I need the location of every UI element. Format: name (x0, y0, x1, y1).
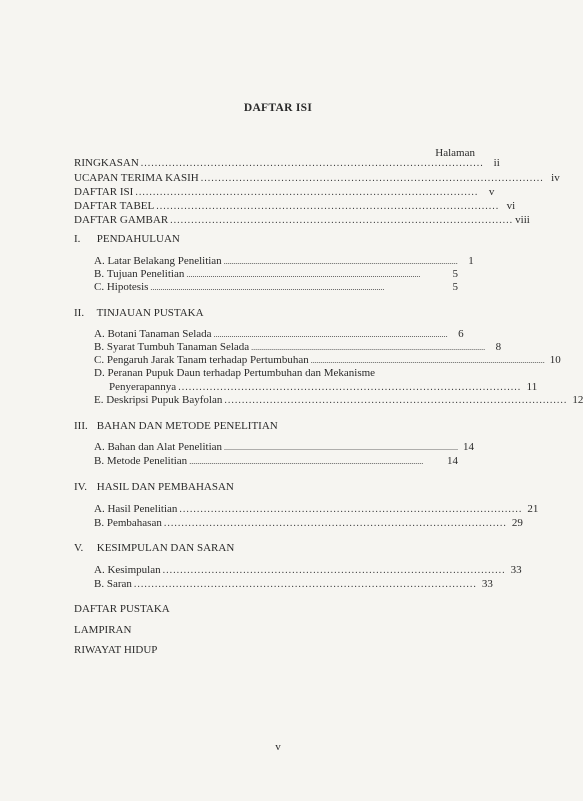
chapter-number: I. (74, 233, 81, 245)
subentry-letter: A. (94, 328, 105, 340)
subentry-letter: B. (94, 517, 105, 529)
subentry-text: Latar Belakang Penelitian (107, 255, 222, 267)
leader-dots: ..................................................................................................................... (189, 457, 424, 466)
leader-dots: .................................................................................................. (163, 518, 507, 529)
page-number: v (275, 741, 281, 753)
toc-page-number: 14 (447, 455, 458, 467)
halaman-header: Halaman (435, 147, 475, 159)
toc-page-number: 8 (495, 341, 502, 353)
subentry-text-continued: Penyerapannya (109, 381, 177, 393)
subentry-letter: A. (94, 441, 105, 453)
toc-page-number: 10 (549, 354, 561, 366)
toc-entry-daftar-gambar[interactable] (74, 213, 530, 228)
toc-page-number: 1 (468, 255, 474, 267)
subentry-text: Metode Penelitian (106, 455, 188, 467)
leader-dots: ..................................................................................................................... (251, 343, 486, 352)
leader-dots: .................................................................................................. (135, 187, 479, 198)
subentry-letter: E. (94, 394, 104, 406)
leader-dots: ..................................................................................................................... (223, 257, 458, 266)
toc-subentry[interactable] (94, 502, 539, 517)
toc-page-number: 33 (481, 578, 493, 590)
leader-dots: ..................................................................................................................... (310, 356, 545, 365)
leader-dots: ..................................................................................................................... (186, 270, 421, 279)
subentry-letter: A. (94, 255, 105, 267)
toc-subentry[interactable] (94, 563, 522, 578)
subentry-letter: C. (94, 281, 105, 293)
chapter-heading-3[interactable] (74, 420, 278, 432)
leader-dots: .................................................................................................. (140, 158, 484, 169)
leader-dots: ..................................................................................................................... (213, 330, 448, 339)
subentry-text: Syarat Tumbuh Tanaman Selada (106, 341, 250, 353)
leader-dots: .................................................................................................. (162, 565, 506, 576)
chapter-heading-4[interactable] (74, 481, 234, 493)
toc-entry-daftar-pustaka[interactable]: DAFTAR PUSTAKA (74, 603, 170, 615)
chapter-title: PENDAHULUAN (96, 233, 180, 245)
toc-entry-label: DAFTAR GAMBAR (74, 214, 169, 226)
leader-dots: ..................................................................................................................... (224, 443, 459, 452)
toc-entry-lampiran[interactable]: LAMPIRAN (74, 624, 132, 636)
chapter-title: HASIL DAN PEMBAHASAN (96, 481, 234, 493)
toc-page-number: viii (515, 214, 530, 226)
toc-entry-label: RINGKASAN (74, 157, 139, 169)
toc-page-number: 33 (510, 564, 522, 576)
subentry-text: Peranan Pupuk Daun terhadap Pertumbuhan dan Mekanisme (107, 367, 376, 379)
toc-subentry[interactable] (94, 393, 583, 408)
subentry-text: Deskripsi Pupuk Bayfolan (106, 394, 223, 406)
subentry-text: Pengaruh Jarak Tanam terhadap Pertumbuhan (106, 354, 309, 366)
leader-dots: .................................................................................................. (156, 201, 500, 212)
toc-entry-riwayat-hidup[interactable]: RIWAYAT HIDUP (74, 644, 158, 656)
page-title: DAFTAR ISI (243, 102, 313, 114)
toc-page-number: 11 (526, 381, 538, 393)
toc-entry-daftar-isi[interactable] (74, 185, 495, 200)
toc-entry-label: DAFTAR ISI (74, 186, 134, 198)
toc-page-number: ii (493, 157, 500, 169)
leader-dots: .................................................................................................. (224, 395, 568, 406)
subentry-letter: B. (94, 341, 105, 353)
subentry-text: Saran (106, 578, 132, 590)
subentry-text: Botani Tanaman Selada (107, 328, 212, 340)
subentry-text: Pembahasan (106, 517, 162, 529)
subentry-text: Hasil Penelitian (107, 503, 178, 515)
chapter-number: IV. (74, 481, 87, 493)
leader-dots: .................................................................................................. (200, 173, 544, 184)
chapter-heading-2[interactable] (74, 307, 204, 319)
chapter-heading-1[interactable] (74, 233, 180, 245)
toc-entry-ucapan-terima-kasih[interactable] (74, 171, 560, 186)
toc-subentry[interactable] (94, 280, 458, 295)
leader-dots: .................................................................................................. (178, 382, 522, 393)
toc-subentry[interactable] (94, 577, 493, 592)
chapter-heading-5[interactable] (74, 542, 234, 554)
toc-page-number: iv (551, 172, 560, 184)
chapter-title: TINJAUAN PUSTAKA (96, 307, 204, 319)
toc-page-number: 5 (452, 268, 458, 280)
subentry-letter: B. (94, 268, 105, 280)
leader-dots: .................................................................................................. (179, 504, 523, 515)
toc-page-number: vi (506, 200, 516, 212)
subentry-text: Bahan dan Alat Penelitian (107, 441, 223, 453)
toc-page-number: 29 (511, 517, 523, 529)
subentry-letter: D. (94, 367, 105, 379)
subentry-letter: A. (94, 564, 105, 576)
toc-subentry[interactable] (94, 454, 458, 469)
toc-page-number: 21 (527, 503, 539, 515)
toc-subentry[interactable] (94, 516, 523, 531)
subentry-letter: B. (94, 455, 105, 467)
leader-dots: .................................................................................................. (170, 215, 514, 226)
toc-entry-ringkasan[interactable] (74, 156, 500, 171)
toc-page-number: v (488, 186, 495, 198)
toc-subentry-line1[interactable] (94, 366, 458, 380)
toc-subentry[interactable] (94, 440, 475, 455)
toc-entry-label: DAFTAR TABEL (74, 200, 155, 212)
chapter-title: KESIMPULAN DAN SARAN (96, 542, 235, 554)
subentry-text: Hipotesis (106, 281, 149, 293)
toc-page-number: 5 (452, 281, 458, 293)
subentry-text: Kesimpulan (107, 564, 161, 576)
toc-page-number: 6 (458, 328, 464, 340)
chapter-title: BAHAN DAN METODE PENELITIAN (96, 420, 278, 432)
subentry-letter: C. (94, 354, 105, 366)
chapter-number: III. (74, 420, 88, 432)
chapter-number: II. (74, 307, 85, 319)
toc-page-number: 14 (463, 441, 475, 453)
leader-dots: .................................................................................................. (133, 579, 477, 590)
chapter-number: V. (74, 542, 84, 554)
subentry-letter: B. (94, 578, 105, 590)
leader-dots: ..................................................................................................................... (150, 283, 385, 292)
subentry-text: Tujuan Penelitian (106, 268, 185, 280)
subentry-letter: A. (94, 503, 105, 515)
toc-entry-label: UCAPAN TERIMA KASIH (74, 172, 199, 184)
toc-entry-daftar-tabel[interactable] (74, 199, 516, 214)
toc-page-number: 12 (572, 394, 583, 406)
